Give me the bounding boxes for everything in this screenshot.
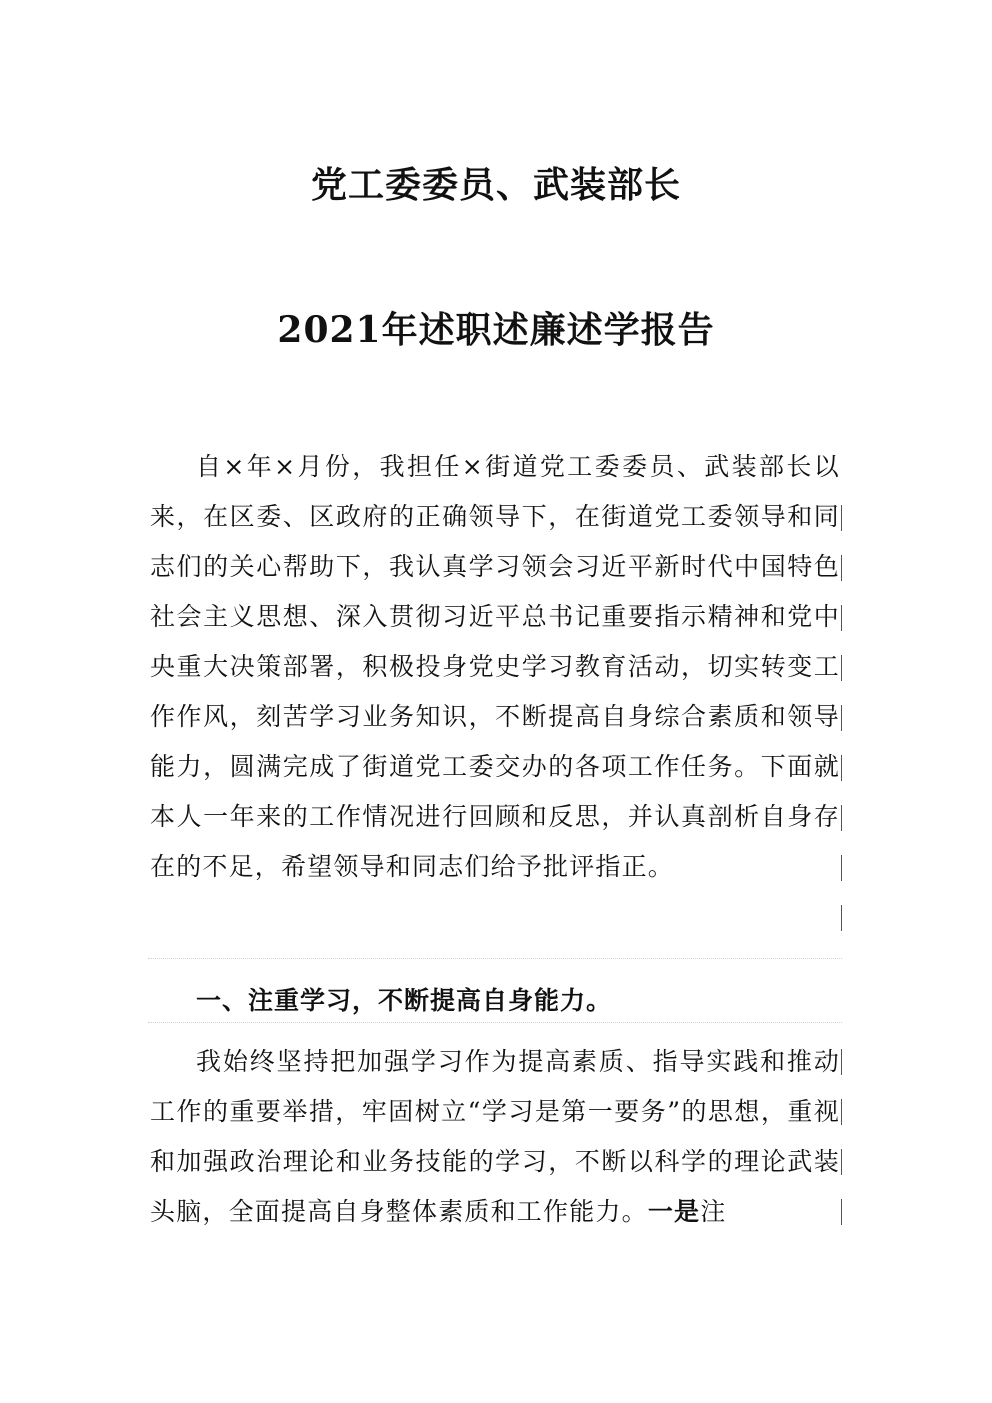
margin-marker	[841, 805, 842, 831]
margin-marker	[841, 1099, 842, 1125]
document-title-line2: 2021年述职述廉述学报告	[277, 309, 715, 351]
study-paragraph-bold-lead: 一是	[647, 1197, 701, 1226]
section-heading: 一、注重学习，不断提高自身能力。	[196, 986, 613, 1015]
margin-marker	[841, 705, 842, 731]
margin-marker	[841, 1199, 842, 1225]
margin-marker	[841, 905, 842, 931]
study-paragraph	[150, 1037, 840, 1237]
margin-marker	[841, 605, 842, 631]
margin-marker	[841, 1149, 842, 1175]
margin-marker	[841, 655, 842, 681]
study-paragraph-tail: 注	[700, 1197, 727, 1226]
study-paragraph-text: 我始终坚持把加强学习作为提高素质、指导实践和推动工作的重要举措，牢固树立“学习是第一要务”的思想，重视和加强政治理论和业务技能的学习，不断以科学的理论武装头脑，全面提高自身整体素质和工作能力。	[150, 1047, 840, 1226]
margin-marker	[841, 1049, 842, 1075]
section-divider	[148, 1022, 842, 1023]
margin-marker	[841, 755, 842, 781]
margin-marker	[841, 555, 842, 581]
margin-marker	[841, 855, 842, 881]
section-divider	[148, 958, 842, 959]
document-title-line1: 党工委委员、武装部长	[310, 164, 681, 206]
margin-marker	[841, 505, 842, 531]
intro-paragraph: 自×年×月份，我担任×街道党工委委员、武装部长以来，在区委、区政府的正确领导下，在街道党工委领导和同志们的关心帮助下，我认真学习领会习近平新时代中国特色社会主义思想、深入贯彻习近平总书记重要指示精神和党中央重大决策部署，积极投身党史学习教育活动，切实转变工作作风，刻苦学习业务知识，不断提高自身综合素质和领导能力，圆满完成了街道党工委交办的各项工作任务。下面就本人一年来的工作情况进行回顾和反思，并认真剖析自身存在的不足，希望领导和同志们给予批评指正。	[150, 452, 840, 881]
